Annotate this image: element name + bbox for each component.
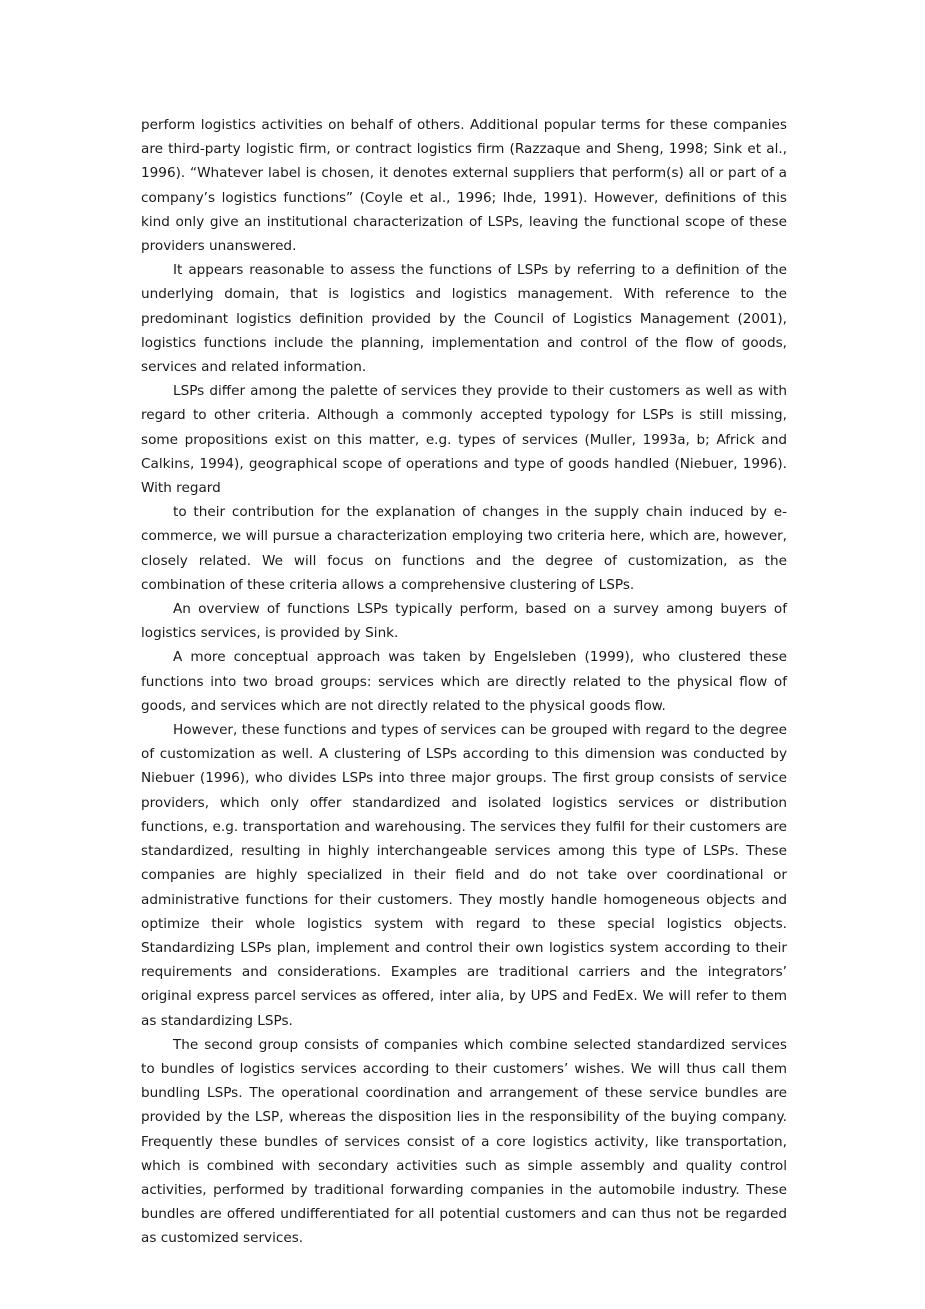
paragraph-lsp-typology: LSPs differ among the palette of services they provide to their customers as well as with regard to other criteria. Although a commonly accepted typology for LSPs is still missing, some propositions exist on this matter, e.g. types of services (Muller, 1993a, b; Africk and Calkins, 1994), geographical scope of operations and type of goods handled (Niebuer, 1996). With regard [141, 383, 787, 497]
paragraph-functions-overview: An overview of functions LSPs typically perform, based on a survey among buyers of logistics services, is provided by Sink. [141, 601, 787, 642]
paragraph-standardizing-lsps: However, these functions and types of services can be grouped with regard to the degree of customization as well. A clustering of LSPs according to this dimension was conducted by Niebuer (1996), who divides LSPs into three major groups. The first group consists of service providers, which only offer standardized and isolated logistics services or distribution functions, e.g. transportation and warehousing. The services they fulfil for their customers are standardized, resulting in highly interchangeable services among this type of LSPs. These companies are highly specialized in their field and do not take over coordinational or administrative functions for their customers. They mostly handle homogeneous objects and optimize their whole logistics system with regard to these special logistics objects. Standardizing LSPs plan, implement and control their own logistics system according to their requirements and considerations. Examples are traditional carriers and the integrators’ original express parcel services as offered, inter alia, by UPS and FedEx. We will refer to them as standardizing LSPs. [141, 722, 787, 1029]
paragraph-characterization-criteria: to their contribution for the explanation of changes in the supply chain induced by e-commerce, we will pursue a characterization employing two criteria here, which are, however, closely related. We will focus on functions and the degree of customization, as the combination of these criteria allows a comprehensive clustering of LSPs. [141, 504, 787, 593]
paragraph-continuation: perform logistics activities on behalf of others. Additional popular terms for these companies are third-party logistic firm, or contract logistics firm (Razzaque and Sheng, 1998; Sink et al., 1996). “Whatever label is chosen, it denotes external suppliers that perform(s) all or part of a company’s logistics functions” (Coyle et al., 1996; Ihde, 1991). However, definitions of this kind only give an institutional characterization of LSPs, leaving the functional scope of these providers unanswered. [141, 117, 787, 255]
paragraph-functions-definition: It appears reasonable to assess the functions of LSPs by referring to a definition of the underlying domain, that is logistics and logistics management. With reference to the predominant logistics definition provided by the Council of Logistics Management (2001), logistics functions include the planning, implementation and control of the flow of goods, services and related information. [141, 262, 787, 376]
paragraph-bundling-lsps: The second group consists of companies which combine selected standardized services to bundles of logistics services according to their customers’ wishes. We will thus call them bundling LSPs. The operational coordination and arrangement of these service bundles are provided by the LSP, whereas the disposition lies in the responsibility of the buying company. Frequently these bundles of services consist of a core logistics activity, like transportation, which is combined with secondary activities such as simple assembly and quality control activities, performed by traditional forwarding companies in the automobile industry. These bundles are offered undifferentiated for all potential customers and can thus not be regarded as customized services. [141, 1036, 787, 1247]
paragraph-conceptual-approach: A more conceptual approach was taken by Engelsleben (1999), who clustered these functions into two broad groups: services which are directly related to the physical flow of goods, and services which are not directly related to the physical goods flow. [141, 649, 787, 714]
document-page [141, 113, 787, 1251]
